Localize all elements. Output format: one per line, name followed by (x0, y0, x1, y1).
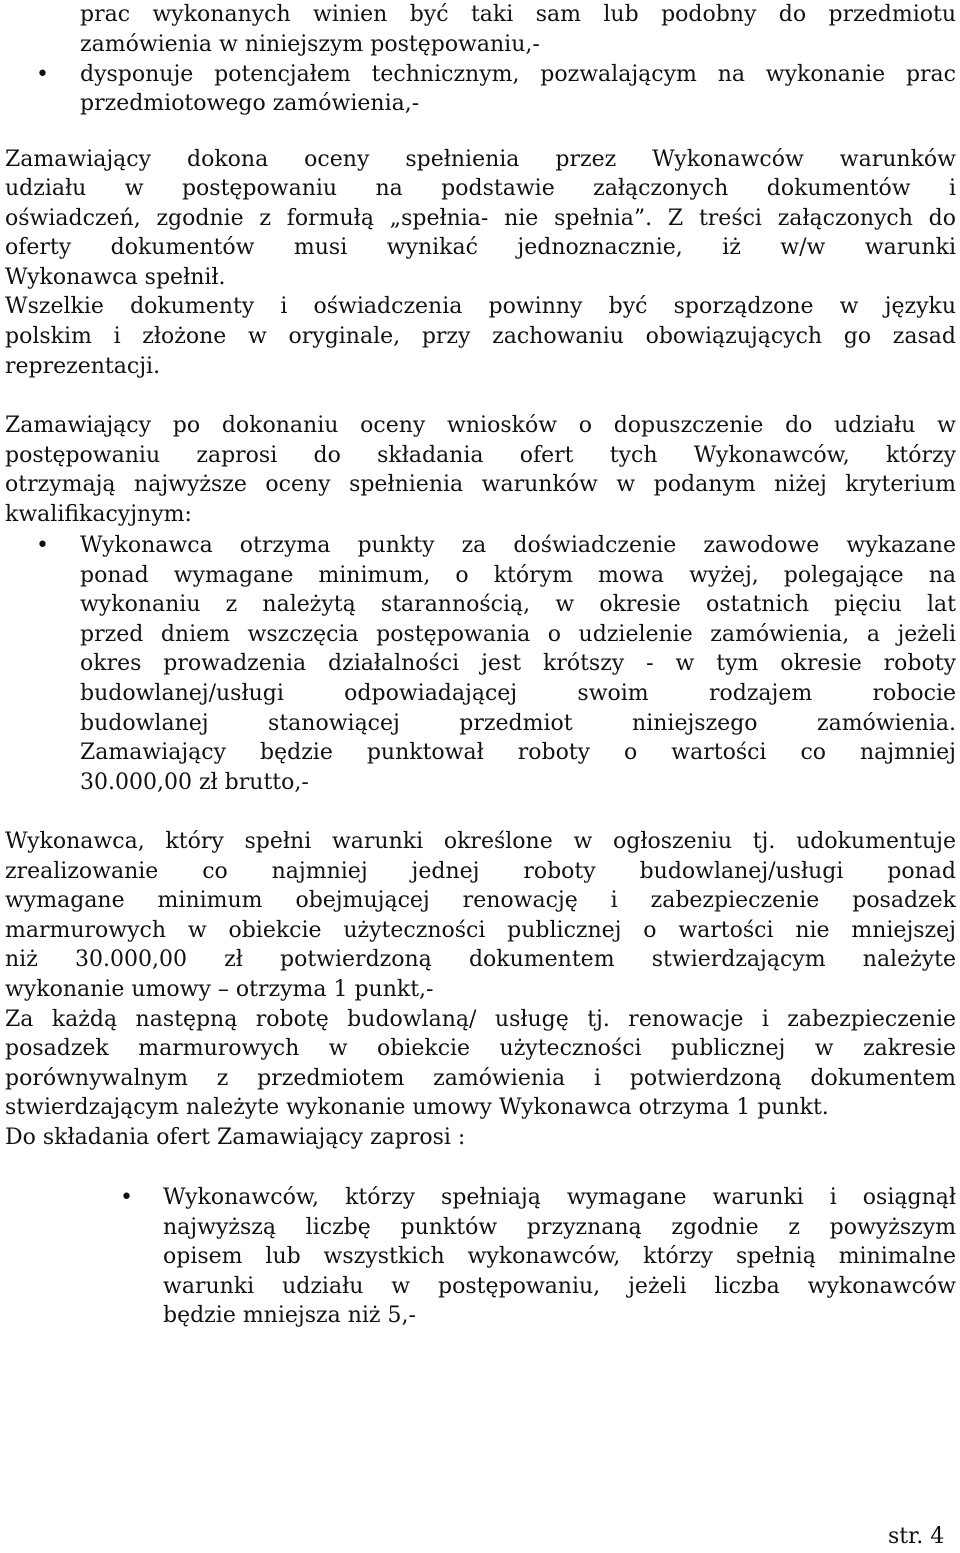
paragraph-line: Wykonawca, który spełni warunki określone w ogłoszeniu tj. udokumentuje (5, 829, 956, 854)
list-item-line: dysponuje potencjałem technicznym, pozwalającym na wykonanie prac (80, 62, 956, 87)
paragraph-line: zrealizowanie co najmniej jednej roboty budowlanej/usługi ponad (5, 859, 956, 884)
list-item-line: 30.000,00 zł brutto,- (80, 770, 309, 795)
bullet-icon: • (36, 533, 49, 558)
paragraph-line: Wykonawca spełnił. (5, 265, 226, 290)
bullet-icon: • (120, 1185, 133, 1210)
paragraph-line: reprezentacji. (5, 354, 161, 379)
list-item-line: przedmiotowego zamówienia,- (80, 91, 420, 116)
list-item-line: warunki udziału w postępowaniu, jeżeli liczba wykonawców (163, 1274, 956, 1299)
list-item-line: opisem lub wszystkich wykonawców, którzy spełnią minimalne (163, 1244, 956, 1269)
bullet-icon: • (36, 62, 49, 87)
list-item-line: będzie mniejsza niż 5,- (163, 1303, 416, 1328)
paragraph-line: udziału w postępowaniu na podstawie załączonych dokumentów i (5, 176, 956, 201)
list-item-line: najwyższą liczbę punktów przyznaną zgodnie z powyższym (163, 1215, 956, 1240)
paragraph-line: polskim i złożone w oryginale, przy zachowaniu obowiązujących go zasad (5, 324, 956, 349)
paragraph-line: kwalifikacyjnym: (5, 502, 192, 527)
text-line: prac wykonanych winien być taki sam lub podobny do przedmiotu (80, 2, 956, 27)
paragraph-line: Zamawiający po dokonaniu oceny wniosków o dopuszczenie do udziału w (5, 413, 956, 438)
list-item-line: Zamawiający będzie punktował roboty o wartości co najmniej (80, 740, 956, 765)
paragraph-line: postępowaniu zaprosi do składania ofert tych Wykonawców, którzy (5, 443, 956, 468)
list-item-line: budowlanej stanowiącej przedmiot niniejszego zamówienia. (80, 711, 956, 736)
paragraph-line: wymagane minimum obejmującej renowację i zabezpieczenie posadzek (5, 888, 956, 913)
paragraph-line: oferty dokumentów musi wynikać jednoznacznie, iż w/w warunki (5, 235, 956, 260)
paragraph-line: Do składania ofert Zamawiający zaprosi : (5, 1125, 466, 1150)
paragraph-line: oświadczeń, zgodnie z formułą „spełnia- nie spełnia”. Z treści załączonych do (5, 206, 956, 231)
list-item-line: budowlanej/usługi odpowiadającej swoim rodzajem robocie (80, 681, 956, 706)
paragraph-line: Wszelkie dokumenty i oświadczenia powinny być sporządzone w języku (5, 294, 956, 319)
paragraph-line: otrzymają najwyższe oceny spełnienia warunków w podanym niżej kryterium (5, 472, 956, 497)
list-item-line: Wykonawca otrzyma punkty za doświadczenie zawodowe wykazane (80, 533, 956, 558)
text-line: zamówienia w niniejszym postępowaniu,- (80, 32, 540, 57)
list-item-line: przed dniem wszczęcia postępowania o udzielenie zamówienia, a jeżeli (80, 622, 956, 647)
list-item-line: Wykonawców, którzy spełniają wymagane warunki i osiągnął (163, 1185, 956, 1210)
paragraph-line: Zamawiający dokona oceny spełnienia przez Wykonawców warunków (5, 147, 956, 172)
list-item-line: wykonaniu z należytą starannością, w okresie ostatnich pięciu lat (80, 592, 956, 617)
paragraph-line: Za każdą następną robotę budowlaną/ usługę tj. renowacje i zabezpieczenie (5, 1007, 956, 1032)
page-number: str. 4 (888, 1524, 945, 1549)
list-item-line: ponad wymagane minimum, o którym mowa wyżej, polegające na (80, 563, 956, 588)
paragraph-line: posadzek marmurowych w obiekcie użyteczności publicznej w zakresie (5, 1036, 956, 1061)
list-item-line: okres prowadzenia działalności jest krótszy - w tym okresie roboty (80, 651, 956, 676)
paragraph-line: niż 30.000,00 zł potwierdzoną dokumentem stwierdzającym należyte (5, 947, 956, 972)
paragraph-line: marmurowych w obiekcie użyteczności publicznej o wartości nie mniejszej (5, 918, 956, 943)
paragraph-line: stwierdzającym należyte wykonanie umowy Wykonawca otrzyma 1 punkt. (5, 1095, 829, 1120)
paragraph-line: wykonanie umowy – otrzyma 1 punkt,- (5, 977, 434, 1002)
paragraph-line: porównywalnym z przedmiotem zamówienia i potwierdzoną dokumentem (5, 1066, 956, 1091)
